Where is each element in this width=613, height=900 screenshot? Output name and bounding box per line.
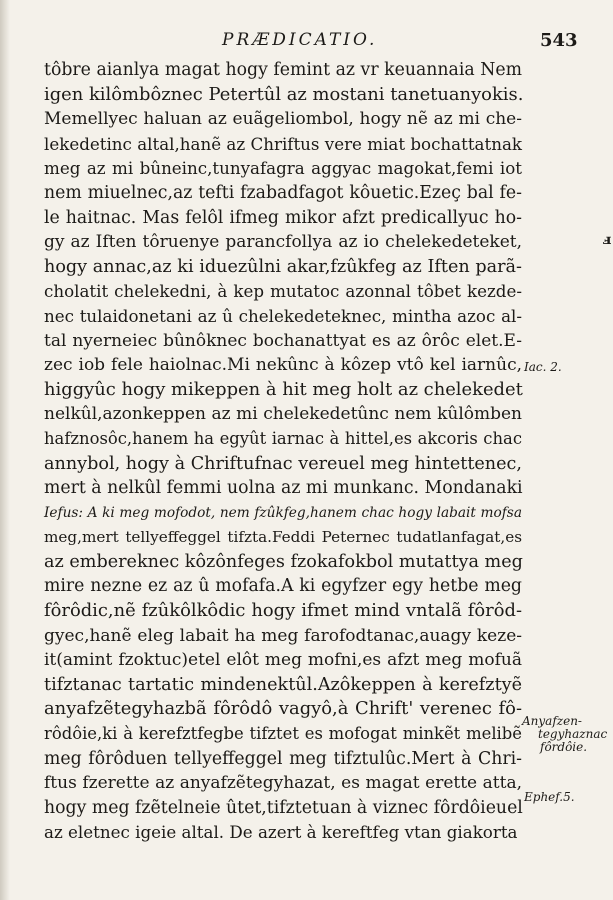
text-line: tifztanac tartatic mindenektûl.Azôkeppen à kerefztyẽ xyxy=(44,674,522,695)
text-line: mert à nelkûl femmi uolna az mi munkanc. Mondanaki xyxy=(44,478,523,499)
text-line: nec tulaidonetani az û chelekedeteknec, mintha azoc al- xyxy=(44,305,522,326)
text-line: zec iob fele haiolnac.Mi nekûnc à kôzep vtô kel iarnûc, xyxy=(44,355,522,376)
margin-note-anyaszentegyhaz: Anyafzen- xyxy=(522,714,582,728)
text-line: cholatit chelekedni, à kep mutatoc azonnal tôbet kezde- xyxy=(44,281,522,302)
text-line: gy az Iften tôruenye parancfollya az io chelekedeteket, xyxy=(44,232,522,253)
text-line: fôrôdic,nẽ fzûkôlkôdic hogy ifmet mind vntalã fôrôd- xyxy=(44,600,522,622)
text-line: nem miuelnec,az tefti fzabadfagot kôuetic.Ezeç bal fe- xyxy=(44,182,522,203)
margin-note-ephes: Ephef.5. xyxy=(524,790,575,804)
margin-note-anyaszentegyhaz: tegyhaznac xyxy=(538,727,608,741)
text-line: annybol, hogy à Chriftufnac vereuel meg hintettenec, xyxy=(44,453,522,474)
text-line: hafznosôc,hanem ha egyût iarnac à hittel,es akcoris chac xyxy=(44,428,522,448)
text-line: higgyûc hogy mikeppen à hit meg holt az chelekedet xyxy=(44,378,523,400)
text-line: az eletnec igeie altal. De azert à kereftfeg vtan giakorta xyxy=(44,822,518,843)
text-line: igen kilômbôznec Petertûl az mostani tanetuanyokis. xyxy=(44,83,524,105)
running-head: PRÆDICATIO. xyxy=(222,30,378,50)
text-line: meg,mert tellyeffeggel tifzta.Feddi Peternec tudatlanfagat,es xyxy=(44,528,522,547)
page-header xyxy=(0,30,613,54)
text-line: az embereknec kôzônfeges fzokafokbol mutattya meg xyxy=(44,551,523,572)
text-line: hogy meg fzẽtelneie ûtet,tifztetuan à viznec fôrdôieuel xyxy=(44,797,523,818)
text-line: meg fôrôduen tellyeffeggel meg tifztulûc.Mert à Chri- xyxy=(44,748,522,769)
text-line: Memellyec haluan az euãgeliombol, hogy nẽ az mi che- xyxy=(44,109,522,130)
text-line: tôbre aianlya magat hogy femint az vr keuannaia Nem xyxy=(44,60,522,80)
text-line: gyec,hanẽ eleg labait ha meg farofodtanac,auagy keze- xyxy=(44,625,522,646)
text-line: meg az mi bûneinc,tunyafagra aggyac magokat,femi iot xyxy=(44,158,522,179)
text-line: lekedetinc altal,hanẽ az Chriftus vere miat bochattatnak xyxy=(44,133,523,154)
margin-note-iac: Iac. 2. xyxy=(524,360,562,374)
margin-note-anyaszentegyhaz: fôrdôie. xyxy=(540,740,588,754)
page-gutter-shadow xyxy=(0,0,10,900)
margin-mark: ⅎ xyxy=(603,232,612,248)
text-line: le haitnac. Mas felôl ifmeg mikor afzt predicallyuc ho- xyxy=(44,207,522,228)
text-line: rôdôie,ki à kerefztfegbe tifztet es mofogat minkẽt melibẽ xyxy=(44,724,522,744)
text-line: hogy annac,az ki iduezûlni akar,fzûkfeg az Iften parã- xyxy=(44,256,522,277)
text-line: anyafzẽtegyhazbã fôrôdô vagyô,à Chrift' verenec fô- xyxy=(44,698,522,720)
text-line: it(amint fzoktuc)etel elôt meg mofni,es afzt meg mofuã xyxy=(44,650,522,671)
text-line-italic: Iefus: A ki meg mofodot, nem fzûkfeg,hanem chac hogy labait mofsa xyxy=(44,504,522,521)
text-line: tal nyerneiec bûnôknec bochanattyat es az ôrôc elet.E- xyxy=(44,330,522,351)
body-text xyxy=(44,58,522,845)
page-number: 543 xyxy=(540,30,578,51)
text-line: ftus fzerette az anyafzẽtegyhazat, es magat erette atta, xyxy=(44,773,522,794)
text-line: nelkûl,azonkeppen az mi chelekedetûnc nem kûlômben xyxy=(44,404,522,425)
text-line: mire nezne ez az û mofafa.A ki egyfzer egy hetbe meg xyxy=(44,576,522,597)
